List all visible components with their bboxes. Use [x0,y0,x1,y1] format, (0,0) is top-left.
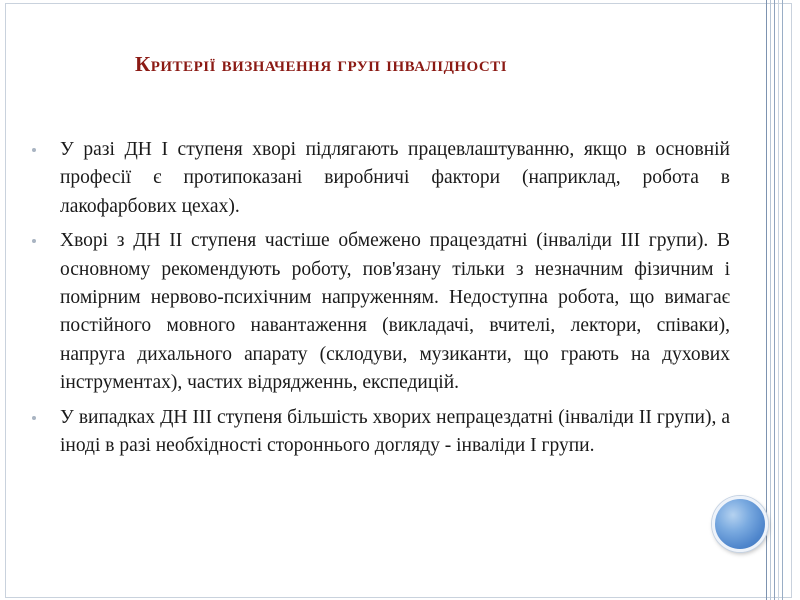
bullet-item [60,227,730,397]
bullet-dot-icon [32,148,36,152]
decorative-orb-icon [712,496,768,552]
stripe [782,0,783,600]
slide-title: Критерії визначення груп інвалідності [135,52,508,76]
bullet-text: Хворі з ДН ІІ ступеня частіше обмежено працездатні (інваліди ІІІ групи). В основному рекомендують роботу, пов'язану тільки з незначним фізичним і помірним нервово-психічним напруженням. Недоступна робота, що вимагає постійного мовного навантаження (викладачі, вчителі, лектори, співаки), напруга дихального апарату (склодуви, музиканти, що грають на духових інструментах), частих відрядженнь, експедицій. [60,230,730,394]
bullet-item [60,136,730,221]
bullet-dot-icon [32,416,36,420]
stripe [770,0,771,600]
stripe [766,0,767,600]
stripe [774,0,775,600]
bullet-text: У разі ДН І ступеня хворі підлягають працевлаштуванню, якщо в основній професії є протипоказані виробничі фактори (наприклад, робота в лакофарбових цехах). [60,139,730,217]
bullet-list [60,136,730,466]
bullet-item [60,404,730,461]
bullet-text: У випадках ДН ІІІ ступеня більшість хворих непрацездатні (інваліди ІІ групи), а іноді в разі необхідності стороннього догляду - інваліди І групи. [60,406,730,457]
stripe [778,0,779,600]
decorative-stripes [766,0,784,600]
